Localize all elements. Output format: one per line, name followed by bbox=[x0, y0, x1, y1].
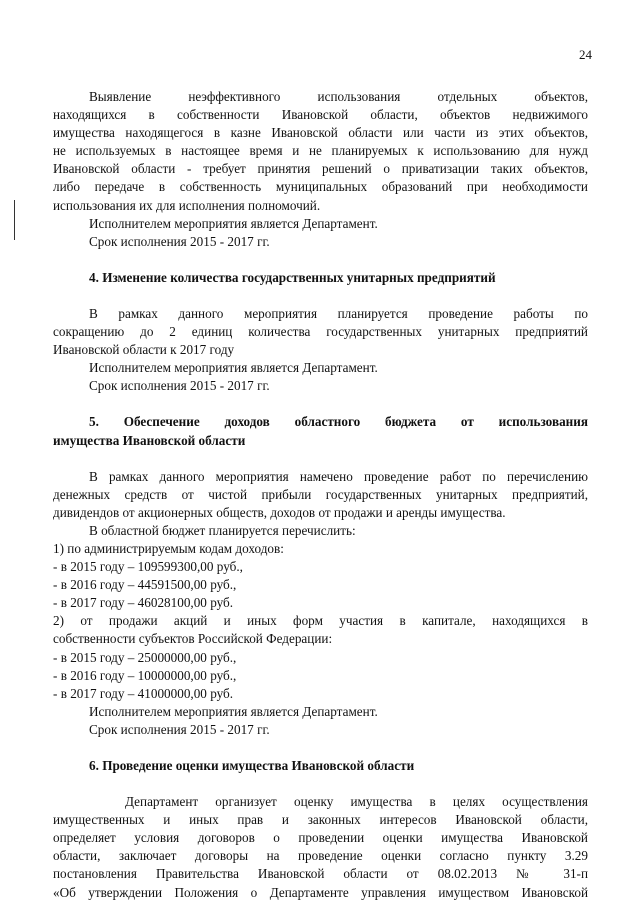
section6-heading: 6. Проведение оценки имущества Ивановской области bbox=[89, 758, 415, 773]
section4-heading: 4. Изменение количества государственных унитарных предприятий bbox=[89, 269, 496, 285]
s5-item1-2015: - в 2015 году – 109599300,00 руб., bbox=[53, 559, 243, 575]
s3-line-1: Выявление неэффективного использования отдельных объектов, bbox=[89, 89, 588, 104]
s3-line-4: не используемых в настоящее время и не планируемых к использованию для нужд bbox=[53, 143, 588, 159]
s3-executor: Исполнителем мероприятия является Департамент. bbox=[89, 215, 378, 231]
s5-item2-2015: - в 2015 году – 25000000,00 руб., bbox=[53, 649, 237, 665]
s5-line-1: В рамках данного мероприятия намечено проведение работ по перечислению bbox=[89, 468, 588, 484]
document-body bbox=[53, 88, 588, 902]
section5-heading-line1: 5. Обеспечение доходов областного бюджета от использования bbox=[89, 414, 588, 430]
s5-item2-title-1: 2) от продажи акций и иных форм участия в капитале, находящихся в bbox=[53, 613, 588, 629]
s5-item1-title: 1) по администрируемым кодам доходов: bbox=[53, 540, 284, 556]
page-number: 24 bbox=[579, 47, 592, 62]
s5-item2-2016: - в 2016 году – 10000000,00 руб., bbox=[53, 667, 237, 683]
margin-mark bbox=[14, 200, 15, 240]
s5-line-2: денежных средств от чистой прибыли государственных унитарных предприятий, bbox=[53, 486, 588, 502]
s4-executor: Исполнителем мероприятия является Департамент. bbox=[89, 360, 378, 376]
s4-line-2: сокращению до 2 единиц количества государственных унитарных предприятий bbox=[53, 324, 588, 340]
s6-line-5: постановления Правительства Ивановской области от 08.02.2013 № 31-п bbox=[53, 866, 588, 882]
s3-line-3: имущества находящегося в казне Ивановской области или части из этих объектов, bbox=[53, 125, 588, 141]
section5-heading-line2: имущества Ивановской области bbox=[53, 432, 246, 448]
s4-deadline: Срок исполнения 2015 - 2017 гг. bbox=[89, 378, 270, 394]
s5-item1-2016: - в 2016 году – 44591500,00 руб., bbox=[53, 577, 237, 593]
s4-line-3: Ивановской области к 2017 году bbox=[53, 342, 235, 358]
s6-line-2: имущественных и иных прав и законных интересов Ивановской области, bbox=[53, 812, 588, 828]
s5-plan-intro: В областной бюджет планируется перечислить: bbox=[89, 522, 356, 538]
s6-line-1: Департамент организует оценку имущества в целях осуществления bbox=[125, 794, 588, 810]
s3-line-2: находящихся в собственности Ивановской области, объектов недвижимого bbox=[53, 107, 588, 123]
s5-item2-2017: - в 2017 году – 41000000,00 руб. bbox=[53, 685, 234, 701]
s3-line-5: Ивановской области - требует принятия решений о приватизации таких объектов, bbox=[53, 161, 588, 177]
s5-deadline: Срок исполнения 2015 - 2017 гг. bbox=[89, 721, 270, 737]
s3-line-6: либо передаче в собственность муниципальных образований при необходимости bbox=[53, 179, 588, 195]
s3-deadline: Срок исполнения 2015 - 2017 гг. bbox=[89, 233, 270, 249]
s5-item1-2017: - в 2017 году – 46028100,00 руб. bbox=[53, 595, 234, 611]
s5-line-3: дивидендов от акционерных обществ, доходов от продажи и аренды имущества. bbox=[53, 504, 506, 520]
s5-executor: Исполнителем мероприятия является Департамент. bbox=[89, 703, 378, 719]
s5-item2-title-2: собственности субъектов Российской Федерации: bbox=[53, 631, 333, 647]
s6-line-6: «Об утверждении Положения о Департаменте управления имуществом Ивановской bbox=[53, 884, 588, 900]
s6-line-3: определяет условия договоров о проведении оценки имущества Ивановской bbox=[53, 830, 588, 846]
s6-line-4: области, заключает договоры на проведение оценки согласно пункту 3.29 bbox=[53, 848, 588, 864]
s4-line-1: В рамках данного мероприятия планируется проведение работы по bbox=[89, 305, 588, 321]
s3-line-7: использования их для исполнения полномочий. bbox=[53, 197, 321, 213]
